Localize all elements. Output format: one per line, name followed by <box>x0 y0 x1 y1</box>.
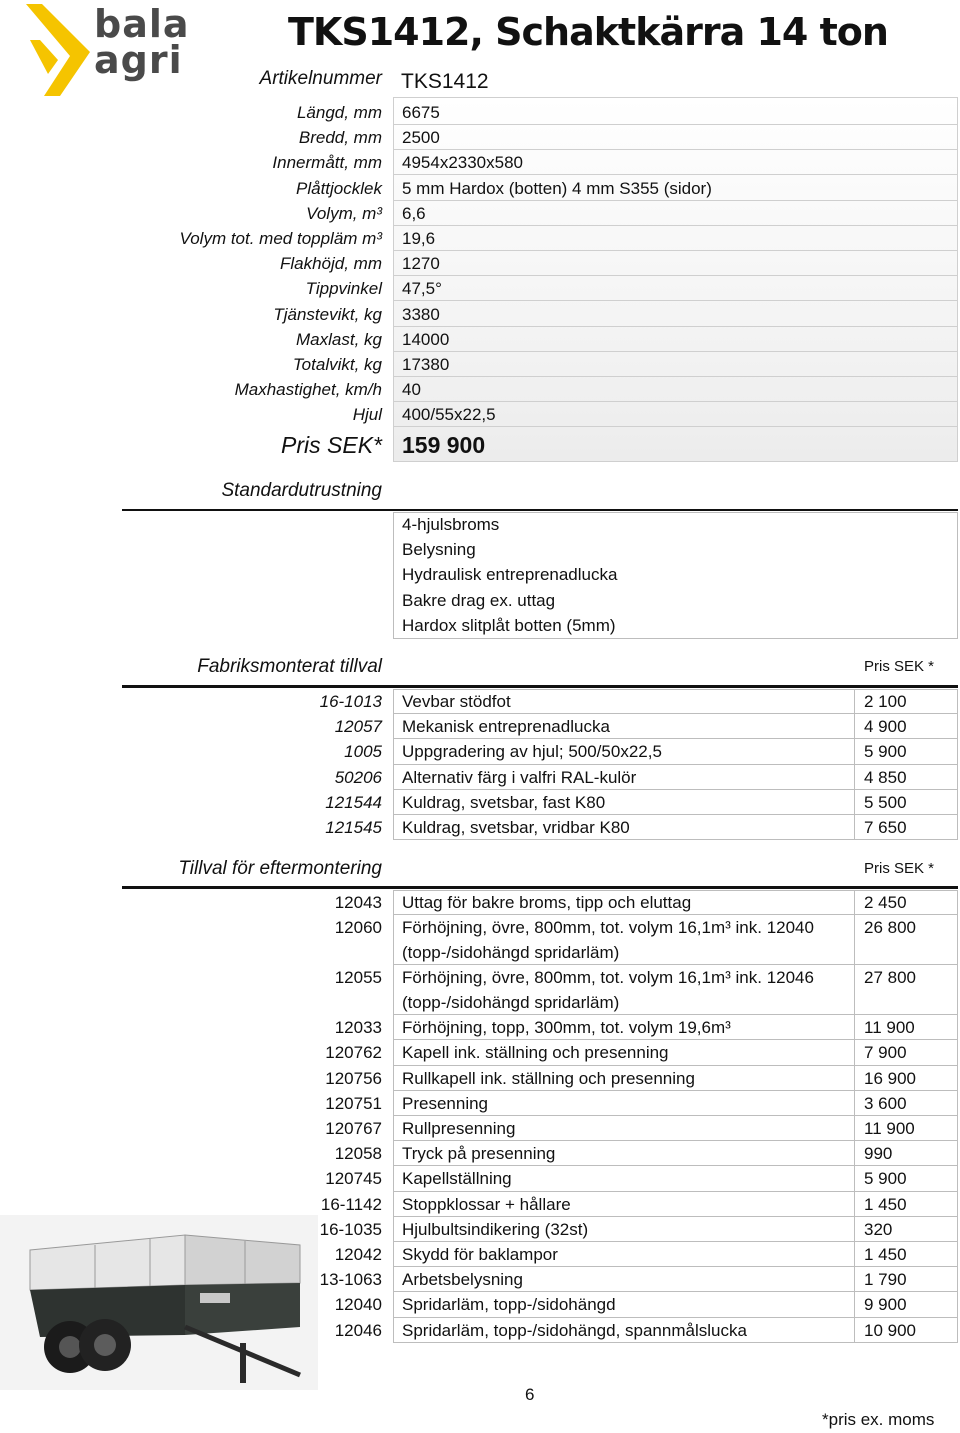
option-row <box>0 890 960 915</box>
option-row <box>0 714 960 739</box>
spec-row <box>0 150 960 175</box>
option-price: 2 450 <box>864 893 907 912</box>
retro-price-heading: Pris SEK * <box>864 860 935 877</box>
spec-label: Volym tot. med toppläm m³ <box>179 229 382 248</box>
spec-label: Bredd, mm <box>298 128 382 148</box>
standard-heading: Standardutrustning <box>221 480 382 501</box>
factory-heading: Fabriksmonterat tillval <box>197 656 382 677</box>
option-price: 5 500 <box>864 792 907 812</box>
option-row <box>0 1141 960 1166</box>
article-number-value: TKS1412 <box>401 70 489 93</box>
option-code: 12040 <box>334 1295 382 1315</box>
option-description: Uttag för bakre broms, tipp och eluttag <box>402 893 692 912</box>
spec-label: Tjänstevikt, kg <box>273 304 382 324</box>
standard-item: 4-hjulsbroms <box>402 515 500 534</box>
option-price: 990 <box>864 1144 893 1164</box>
spec-row <box>0 402 960 427</box>
page-number: 6 <box>525 1385 535 1404</box>
option-description: Presenning <box>402 1093 489 1113</box>
spec-row <box>0 100 960 125</box>
option-row <box>0 765 960 790</box>
footnote: *pris ex. moms <box>822 1410 935 1429</box>
factory-price-heading: Pris SEK * <box>864 658 935 675</box>
option-description: Förhöjning, topp, 300mm, tot. volym 19,6m³ <box>402 1018 731 1038</box>
option-price: 4 900 <box>864 717 907 737</box>
option-code: 120751 <box>325 1093 382 1113</box>
price-value: 159 900 <box>402 432 486 458</box>
page-title: TKS1412, Schaktkärra 14 ton <box>288 10 888 54</box>
option-price: 7 900 <box>864 1043 907 1063</box>
option-code: 120756 <box>325 1068 382 1088</box>
option-description: Uppgradering av hjul; 500/50x22,5 <box>402 742 662 762</box>
option-price: 5 900 <box>864 742 907 762</box>
spec-label: Flakhöjd, mm <box>279 254 382 274</box>
spec-label: Hjul <box>352 405 382 425</box>
option-code: 1005 <box>344 742 382 762</box>
option-code: 12046 <box>334 1320 382 1340</box>
option-description: Kuldrag, svetsbar, vridbar K80 <box>402 818 630 837</box>
option-row <box>0 915 960 965</box>
spec-row <box>0 125 960 150</box>
option-code: 12055 <box>334 968 382 988</box>
factory-rule <box>122 685 958 688</box>
dump-trailer-illustration <box>0 1215 318 1390</box>
option-description: Kapell ink. ställning och presenning <box>402 1043 669 1063</box>
spec-value: 2500 <box>402 128 440 148</box>
spec-label: Maxlast, kg <box>296 329 382 349</box>
option-code: 12042 <box>334 1245 382 1264</box>
option-price: 1 790 <box>864 1270 907 1290</box>
price-label: Pris SEK* <box>281 432 382 458</box>
spec-value: 14000 <box>402 329 450 349</box>
option-code: 120762 <box>325 1043 382 1063</box>
option-code: 12058 <box>334 1144 382 1164</box>
spec-label: Tippvinkel <box>305 279 382 299</box>
standard-item: Hydraulisk entreprenadlucka <box>402 565 618 585</box>
option-description: Rullkapell ink. ställning och presenning <box>402 1068 695 1088</box>
option-code: 16-1013 <box>319 692 382 711</box>
spec-value: 4954x2330x580 <box>402 153 524 173</box>
option-description: Stoppklossar + hållare <box>402 1194 571 1214</box>
spec-label: Innermått, mm <box>272 153 382 173</box>
standard-item: Hardox slitplåt botten (5mm) <box>402 615 616 635</box>
option-price: 26 800 <box>864 918 916 938</box>
option-code: 12060 <box>334 918 382 938</box>
option-price: 11 900 <box>864 1018 915 1038</box>
option-price: 1 450 <box>864 1245 907 1264</box>
spec-value: 3380 <box>402 304 440 324</box>
option-row <box>0 1166 960 1191</box>
spec-value: 19,6 <box>402 229 436 248</box>
option-row <box>0 1192 960 1217</box>
option-row <box>0 1015 960 1040</box>
spec-value: 6,6 <box>402 203 426 223</box>
option-price: 2 100 <box>864 692 907 711</box>
option-row <box>0 1066 960 1091</box>
spec-row <box>0 327 960 352</box>
option-description: Spridarläm, topp-/sidohängd <box>402 1295 616 1315</box>
option-code: 16-1035 <box>319 1219 382 1239</box>
option-description: Spridarläm, topp-/sidohängd, spannmålslucka <box>402 1320 747 1340</box>
option-price: 11 900 <box>864 1119 915 1138</box>
spec-row <box>0 201 960 226</box>
option-price: 4 850 <box>864 767 907 787</box>
standard-item: Bakre drag ex. uttag <box>402 590 556 610</box>
option-row <box>0 815 960 840</box>
spec-value: 17380 <box>402 355 450 374</box>
option-code: 13-1063 <box>319 1270 382 1290</box>
option-price: 320 <box>864 1219 893 1239</box>
spec-label: Längd, mm <box>296 103 382 122</box>
option-code: 120767 <box>325 1119 382 1138</box>
article-number-label: Artikelnummer <box>259 68 382 89</box>
option-description: Rullpresenning <box>402 1119 516 1138</box>
option-code: 121545 <box>325 818 382 837</box>
spec-value: 47,5° <box>402 279 442 299</box>
option-description: Kapellställning <box>402 1169 512 1189</box>
option-code: 12043 <box>334 893 382 912</box>
option-row <box>0 1116 960 1141</box>
option-row <box>0 790 960 815</box>
retro-heading: Tillval för eftermontering <box>178 858 382 879</box>
option-price: 5 900 <box>864 1169 907 1189</box>
option-row <box>0 1040 960 1065</box>
option-row <box>0 689 960 714</box>
option-description: Skydd för baklampor <box>402 1245 558 1264</box>
option-description: Kuldrag, svetsbar, fast K80 <box>402 792 606 812</box>
spec-value: 6675 <box>402 103 440 122</box>
option-row <box>0 965 960 1015</box>
spec-label: Totalvikt, kg <box>292 355 382 374</box>
logo-line1: bala <box>94 2 190 46</box>
option-code: 12057 <box>334 717 382 737</box>
option-description: Förhöjning, övre, 800mm, tot. volym 16,1m³ ink. 12040 (topp-/sidohängd spridarläm) <box>402 918 814 963</box>
standard-rule <box>122 509 958 511</box>
option-price: 1 450 <box>864 1194 907 1214</box>
spec-row <box>0 276 960 301</box>
option-description: Alternativ färg i valfri RAL-kulör <box>402 767 637 787</box>
spec-row <box>0 302 960 327</box>
price-row <box>0 428 960 462</box>
logo-mark-icon <box>20 0 100 100</box>
option-code: 12033 <box>334 1018 382 1038</box>
option-price: 10 900 <box>864 1320 916 1340</box>
spec-row <box>0 352 960 377</box>
option-code: 121544 <box>325 792 382 812</box>
option-description: Hjulbultsindikering (32st) <box>402 1219 589 1239</box>
option-description: Tryck på presenning <box>402 1144 556 1164</box>
spec-value: 40 <box>402 380 421 400</box>
spec-row <box>0 377 960 402</box>
option-price: 3 600 <box>864 1093 907 1113</box>
spec-value: 1270 <box>402 254 440 274</box>
spec-row <box>0 226 960 251</box>
option-price: 27 800 <box>864 968 916 988</box>
option-code: 120745 <box>325 1169 382 1189</box>
option-description: Mekanisk entreprenadlucka <box>402 717 610 737</box>
option-description: Arbetsbelysning <box>402 1270 523 1290</box>
option-code: 50206 <box>334 767 382 787</box>
spec-label: Volym, m³ <box>306 203 382 223</box>
option-row <box>0 739 960 764</box>
option-description: Förhöjning, övre, 800mm, tot. volym 16,1m³ ink. 12046 (topp-/sidohängd spridarläm) <box>402 968 814 1013</box>
spec-row <box>0 251 960 276</box>
option-price: 7 650 <box>864 818 907 837</box>
option-description: Vevbar stödfot <box>402 692 511 711</box>
retro-rule <box>122 886 958 889</box>
option-price: 16 900 <box>864 1068 916 1088</box>
standard-item: Belysning <box>402 540 476 560</box>
option-row <box>0 1091 960 1116</box>
option-code: 16-1142 <box>320 1194 382 1214</box>
trailer-image <box>0 1215 318 1390</box>
spec-value: 400/55x22,5 <box>402 405 496 425</box>
spec-label: Plåttjocklek <box>296 178 382 198</box>
option-price: 9 900 <box>864 1295 907 1315</box>
spec-label: Maxhastighet, km/h <box>234 380 382 400</box>
logo-line2: agri <box>94 38 183 82</box>
spec-value: 5 mm Hardox (botten) 4 mm S355 (sidor) <box>402 178 712 198</box>
spec-row <box>0 176 960 201</box>
